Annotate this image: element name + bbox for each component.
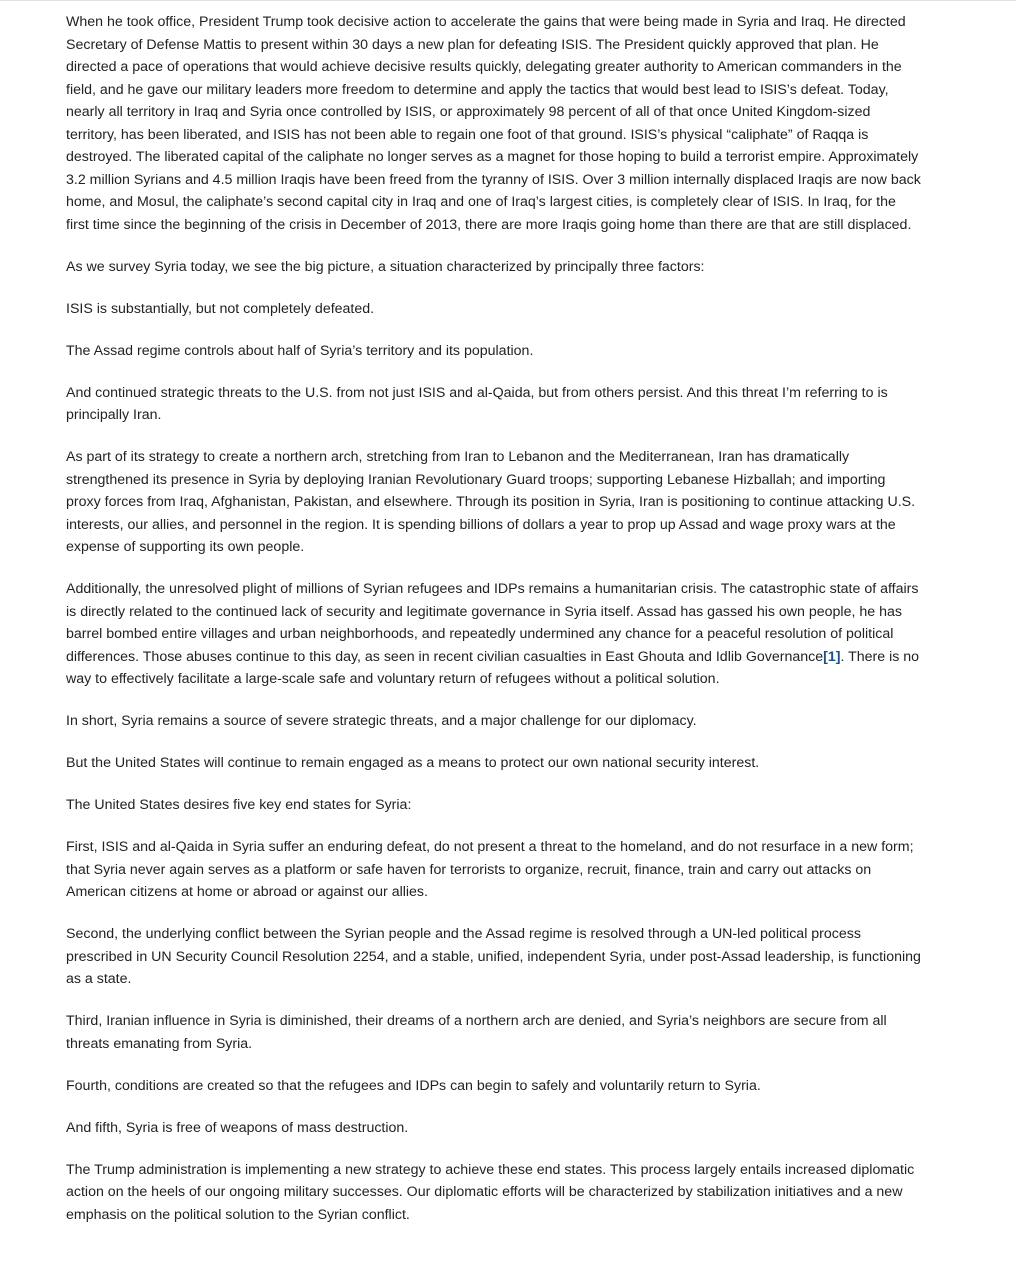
paragraph-second-end-state: Second, the underlying conflict between the Syrian people and the Assad regime is resolved through a UN-led political process prescribed in UN Security Council Resolution 2254, and a stable, unified, independent Syria, under post-Assad leadership, is functioning as a state. <box>66 926 921 987</box>
paragraph-fourth-end-state: Fourth, conditions are created so that the refugees and IDPs can begin to safely and voluntarily return to Syria. <box>66 1077 761 1094</box>
paragraph-third-end-state: Third, Iranian influence in Syria is diminished, their dreams of a northern arch are denied, and Syria’s neighbors are secure from all threats emanating from Syria. <box>66 1013 887 1052</box>
paragraph-in-short: In short, Syria remains a source of severe strategic threats, and a major challenge for our diplomacy. <box>66 713 697 729</box>
paragraph-new-strategy: The Trump administration is implementing a new strategy to achieve these end states. This process largely entails increased diplomatic action on the heels of our ongoing military successes. Our diplomatic efforts will be characterized by stabilization initiatives and a new emphasis on the political solution to the Syrian conflict. <box>66 1161 915 1223</box>
paragraph-remain-engaged: But the United States will continue to remain engaged as a means to protect our own national security interest. <box>66 755 760 771</box>
paragraph-iran-northern-arch: As part of its strategy to create a northern arch, stretching from Iran to Lebanon and the Mediterranean, Iran has dramatically strengthened its presence in Syria by deploying Iranian Revolutionary Guard troops; supporting Lebanese Hizballah; and importing proxy forces from Iraq, Afghanistan, Pakistan, and elsewhere. Through its position in Syria, Iran is positioning to continue attacking U.S. interests, our allies, and personnel in the region. It is spending billions of dollars a year to prop up Assad and wage proxy wars at the expense of supporting its own people. <box>66 449 916 555</box>
paragraph-end-states-intro: The United States desires five key end states for Syria: <box>66 797 412 813</box>
paragraph-isis-defeated: ISIS is substantially, but not completely defeated. <box>66 300 375 317</box>
paragraph-first-end-state: First, ISIS and al-Qaida in Syria suffer an enduring defeat, do not present a threat to the homeland, and do not resurface in a new form; that Syria never again serves as a platform or safe haven for terrorists to organize, recruit, finance, train and carry out attacks on American citizens at home or abroad or against our allies. <box>66 839 914 900</box>
top-divider <box>0 0 1016 1</box>
paragraph-strategic-threats: And continued strategic threats to the U.S. from not just ISIS and al-Qaida, but from others persist. And this threat I’m referring to is principally Iran. <box>66 384 888 423</box>
paragraph-survey-syria: As we survey Syria today, we see the big picture, a situation characterized by principally three factors: <box>66 258 705 275</box>
paragraph-fifth-end-state: And fifth, Syria is free of weapons of mass destruction. <box>66 1119 409 1136</box>
footnote-1-link[interactable]: [1] <box>823 648 841 665</box>
paragraph-refugees-text-before: Additionally, the unresolved plight of millions of Syrian refugees and IDPs remains a humanitarian crisis. The catastrophic state of affairs is directly related to the continued lack of security and legitimate governance in Syria itself. Assad has gassed his own people, he has barrel bombed entire villages and urban neighborhoods, and repeatedly undermined any chance for a peaceful resolution of political differences. Those abuses continue to this day, as seen in recent civilian casualties in East Ghouta and Idlib Governance <box>66 581 919 665</box>
article-body <box>66 11 922 1246</box>
paragraph-trump-took-office: When he took office, President Trump took decisive action to accelerate the gains that were being made in Syria and Iraq. He directed Secretary of Defense Mattis to present within 30 days a new plan for defeating ISIS. The President quickly approved that plan. He directed a pace of operations that would achieve decisive results quickly, delegating greater authority to American commanders in the field, and he gave our military leaders more freedom to determine and apply the tactics that would best lead to ISIS’s defeat. Today, nearly all territory in Iraq and Syria once controlled by ISIS, or approximately 98 percent of all of that once United Kingdom-sized territory, has been liberated, and ISIS has not been able to regain one foot of that ground. ISIS’s physical “caliphate” of Raqqa is destroyed. The liberated capital of the caliphate no longer serves as a magnet for those hoping to build a terrorist empire. Approximately 3.2 million Syrians and 4.5 million Iraqis have been freed from the tyranny of ISIS. Over 3 million internally displaced Iraqis are now back home, and Mosul, the caliphate’s second capital city in Iraq and one of Iraq’s largest cities, is completely clear of ISIS. In Iraq, for the first time since the beginning of the crisis in December of 2013, there are more Iraqis going home than there are that are still displaced. <box>66 14 921 233</box>
paragraph-assad-controls: The Assad regime controls about half of Syria’s territory and its population. <box>66 342 534 359</box>
paragraph-refugees-crisis <box>66 578 922 691</box>
paragraph-refugees-text-after: . There is no way to effectively facilitate a large-scale safe and voluntary return of refugees without a political solution. <box>66 648 920 687</box>
